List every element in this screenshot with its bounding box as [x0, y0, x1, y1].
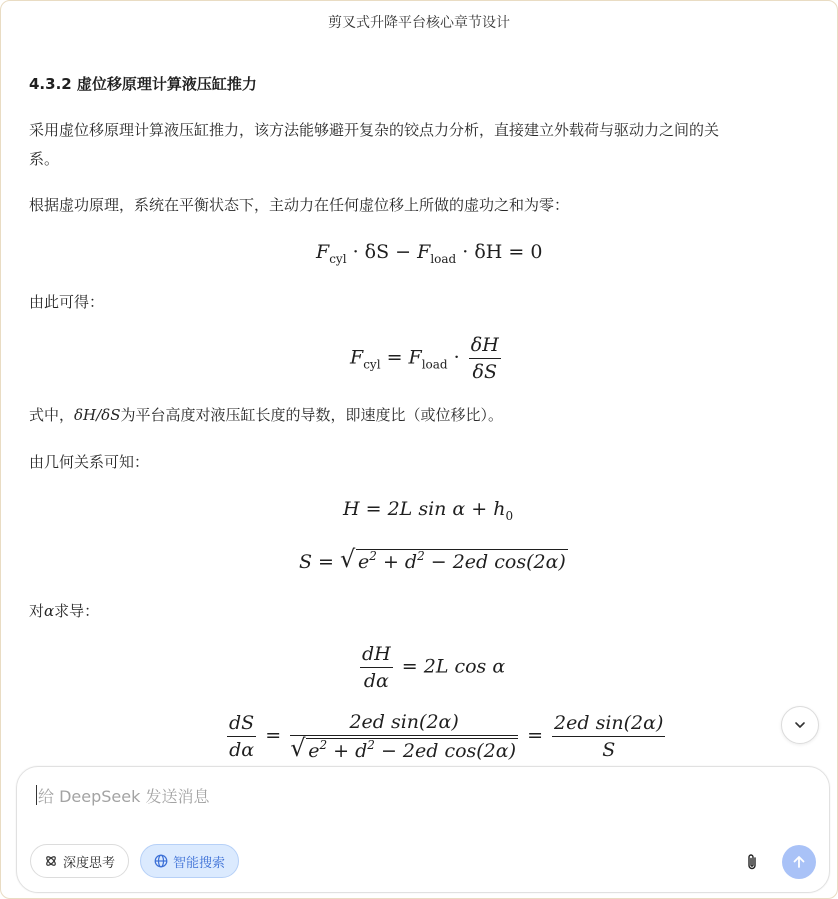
equation-virtual-work	[316, 241, 542, 266]
equation-dH: $\frac{dH}{d\alpha}$ = 2L cos α	[362, 643, 506, 692]
smart-search-button[interactable]	[140, 844, 239, 878]
eq-denominator: δS	[472, 361, 497, 383]
paragraph-where	[29, 401, 503, 429]
deep-think-icon	[44, 854, 58, 868]
text-caret	[36, 785, 37, 805]
eq-symbol: F	[417, 241, 431, 263]
equation-dS: $\frac{dS}{d\alpha}$ = 2ed sin(2α) √ $e^2 + d^2 - 2ed$ cos(2α) = $\frac{\text{2ed sin(2α)}}{S}$	[229, 711, 664, 762]
paragraph-intro-line2: 系。	[29, 150, 60, 168]
inline-math: δH/δS	[74, 406, 121, 424]
eq-term: S =	[299, 551, 341, 573]
eq-fraction: 2ed sin(2α) √ $e^2 + d^2 - 2ed$ cos(2α)	[290, 711, 517, 762]
eq-symbol: F	[408, 346, 422, 369]
scroll-to-bottom-button[interactable]	[781, 706, 819, 744]
eq-term: · δH = 0	[462, 241, 543, 263]
eq-fraction	[469, 334, 501, 383]
eq-symbol: F	[316, 241, 330, 263]
paragraph-geometry: 由几何关系可知：	[29, 453, 150, 471]
paragraph-derivative: 对α求导：	[29, 602, 100, 620]
section-heading: 4.3.2 虚位移原理计算液压缸推力	[29, 75, 257, 93]
eq-term: =	[380, 346, 409, 369]
eq-sqrt: √ $e^2 + d^2 - 2ed$ cos(2α)	[340, 545, 566, 573]
eq-term: ·	[447, 346, 466, 369]
eq-fraction: $\frac{dH}{d\alpha}$	[362, 643, 391, 692]
text-suffix: 为平台高度对液压缸长度的导数，即速度比（或位移比）。	[120, 406, 504, 424]
paragraph-virtual-work: 根据虚功原理，系统在平衡状态下，主动力在任何虚位移上所做的虚功之和为零：	[29, 196, 570, 214]
attach-button[interactable]	[741, 851, 763, 873]
globe-icon	[154, 854, 168, 868]
eq-numerator: δH	[469, 334, 501, 359]
deep-think-button[interactable]	[30, 844, 129, 878]
eq-subscript: cyl	[329, 252, 347, 266]
eq-subscript: load	[430, 252, 457, 266]
paperclip-icon	[745, 853, 759, 871]
eq-subscript: cyl	[363, 357, 381, 372]
eq-symbol: F	[350, 346, 364, 369]
smart-search-label: 智能搜索	[173, 855, 226, 871]
equation-height	[343, 498, 513, 523]
chevron-down-icon	[793, 718, 807, 732]
eq-subscript: load	[421, 357, 448, 372]
equation-cylinder-length	[299, 545, 568, 573]
eq-term: H = 2L sin α + h	[343, 498, 506, 520]
window-title: 剪叉式升降平台核心章节设计	[328, 15, 510, 31]
equation-cylinder-force	[350, 334, 504, 383]
message-input[interactable]	[36, 783, 740, 809]
inline-math: α	[44, 602, 55, 620]
paragraph-intro-line1: 采用虚位移原理计算液压缸推力，该方法能够避开复杂的铰点力分析，直接建立外载荷与驱动力之间的关	[29, 121, 720, 139]
text-prefix: 式中，	[29, 406, 75, 424]
eq-subscript: 0	[505, 509, 514, 523]
message-composer	[16, 766, 830, 893]
arrow-up-icon	[791, 854, 807, 870]
eq-fraction: $\frac{dS}{d\alpha}$	[229, 712, 255, 761]
send-button[interactable]	[782, 845, 816, 879]
eq-fraction: $\frac{\text{2ed sin(2α)}}{S}$	[554, 712, 664, 761]
eq-term: · δS −	[352, 241, 418, 263]
paragraph-thus: 由此可得：	[29, 293, 105, 311]
deep-think-label: 深度思考	[63, 855, 116, 871]
